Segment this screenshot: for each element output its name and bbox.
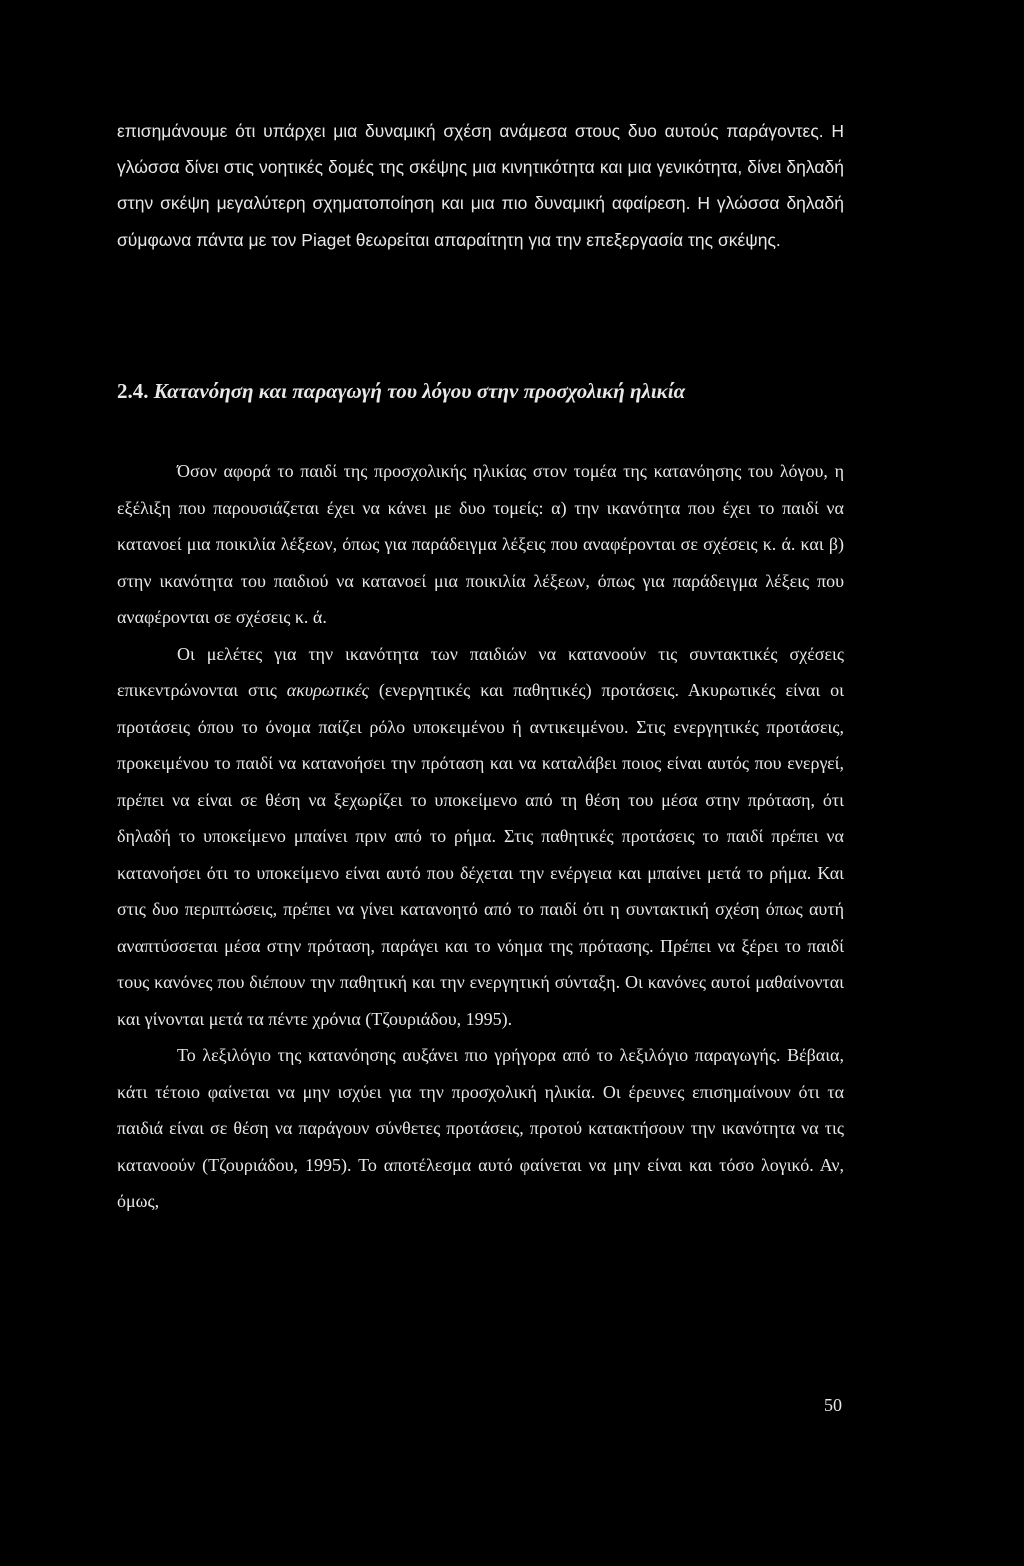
section-title: Κατανόηση και παραγωγή του λόγου στην προσχολική ηλικία	[153, 379, 686, 403]
section-number: 2.4.	[117, 379, 149, 403]
intro-paragraph: επισημάνουμε ότι υπάρχει μια δυναμική σχέση ανάμεσα στους δυο αυτούς παράγοντες. Η γλώσσα δίνει στις νοητικές δομές της σκέψης μια κινητικότητα και μια γενικότητα, δίνει δηλαδή στην σκέψη μεγαλύτερη σχηματοποίηση και μια πιο δυναμική αφαίρεση. Η γλώσσα δηλαδή σύμφωνα πάντα με τον Piaget θεωρείται απαραίτητη για την επεξεργασία της σκέψης.	[117, 121, 844, 250]
paragraph-syntax-part-1: Οι μελέτες για την ικανότητα των παιδιών να κατανοούν τις συντακτικές σχέσεις επικεντρώνονται στις	[117, 643, 844, 700]
section-body	[117, 453, 844, 1220]
page-number: 50	[824, 1395, 842, 1415]
paragraph-comprehension: Όσον αφορά το παιδί της προσχολικής ηλικίας στον τομέα της κατανόησης του λόγου, η εξέλιξη που παρουσιάζεται έχει να κάνει με δυο τομείς: α) την ικανότητα που έχει το παιδί να κατανοεί μια ποικιλία λέξεων, όπως για παράδειγμα λέξεις που αναφέρονται σε σχέσεις κ. ά. και β) στην ικανότητα του παιδιού να κατανοεί μια ποικιλία λέξεων, όπως για παράδειγμα λέξεις που αναφέρονται σε σχέσεις κ. ά.	[117, 461, 844, 627]
paragraph-vocabulary: Το λεξιλόγιο της κατανόησης αυξάνει πιο γρήγορα από το λεξιλόγιο παραγωγής. Βέβαια, κάτι τέτοιο φαίνεται να μην ισχύει για την προσχολική ηλικία. Οι έρευνες επισημαίνουν ότι τα παιδιά είναι σε θέση να παράγουν σύνθετες προτάσεις, προτού κατακτήσουν την ικανότητα να τις κατανοούν (Τζουριάδου, 1995). Το αποτέλεσμα αυτό φαίνεται να μην είναι και τόσο λογικό. Αν, όμως,	[117, 1045, 844, 1211]
section-heading	[117, 376, 857, 406]
paragraph-syntax-italic-term: ακυρωτικές	[286, 680, 369, 700]
paragraph-syntax-part-2: (ενεργητικές και παθητικές) προτάσεις. Ακυρωτικές είναι οι προτάσεις όπου το όνομα παίζει ρόλο υποκειμένου ή αντικειμένου. Στις ενεργητικές προτάσεις, προκειμένου το παιδί να κατανοήσει την πρόταση και να καταλάβει ποιος είναι αυτός που ενεργεί, πρέπει να είναι σε θέση να ξεχωρίζει το υποκείμενο από τη θέση του μέσα στην πρόταση, ότι δηλαδή το υποκείμενο μπαίνει πριν από το ρήμα. Στις παθητικές προτάσεις το παιδί πρέπει να κατανοήσει ότι το υποκείμενο είναι αυτό που δέχεται την ενέργεια και μπαίνει μετά το ρήμα. Και στις δυο περιπτώσεις, πρέπει να γίνει κατανοητό από το παιδί ότι η συντακτική σχέση όπως αυτή αναπτύσσεται μέσα στην πρόταση, παράγει και το νόημα της πρότασης. Πρέπει να ξέρει το παιδί τους κανόνες που διέπουν την παθητική και την ενεργητική σύνταξη. Οι κανόνες αυτοί μαθαίνονται και γίνονται μετά τα πέντε χρόνια (Τζουριάδου, 1995).	[117, 680, 844, 1029]
paragraph-syntax	[117, 636, 844, 1038]
